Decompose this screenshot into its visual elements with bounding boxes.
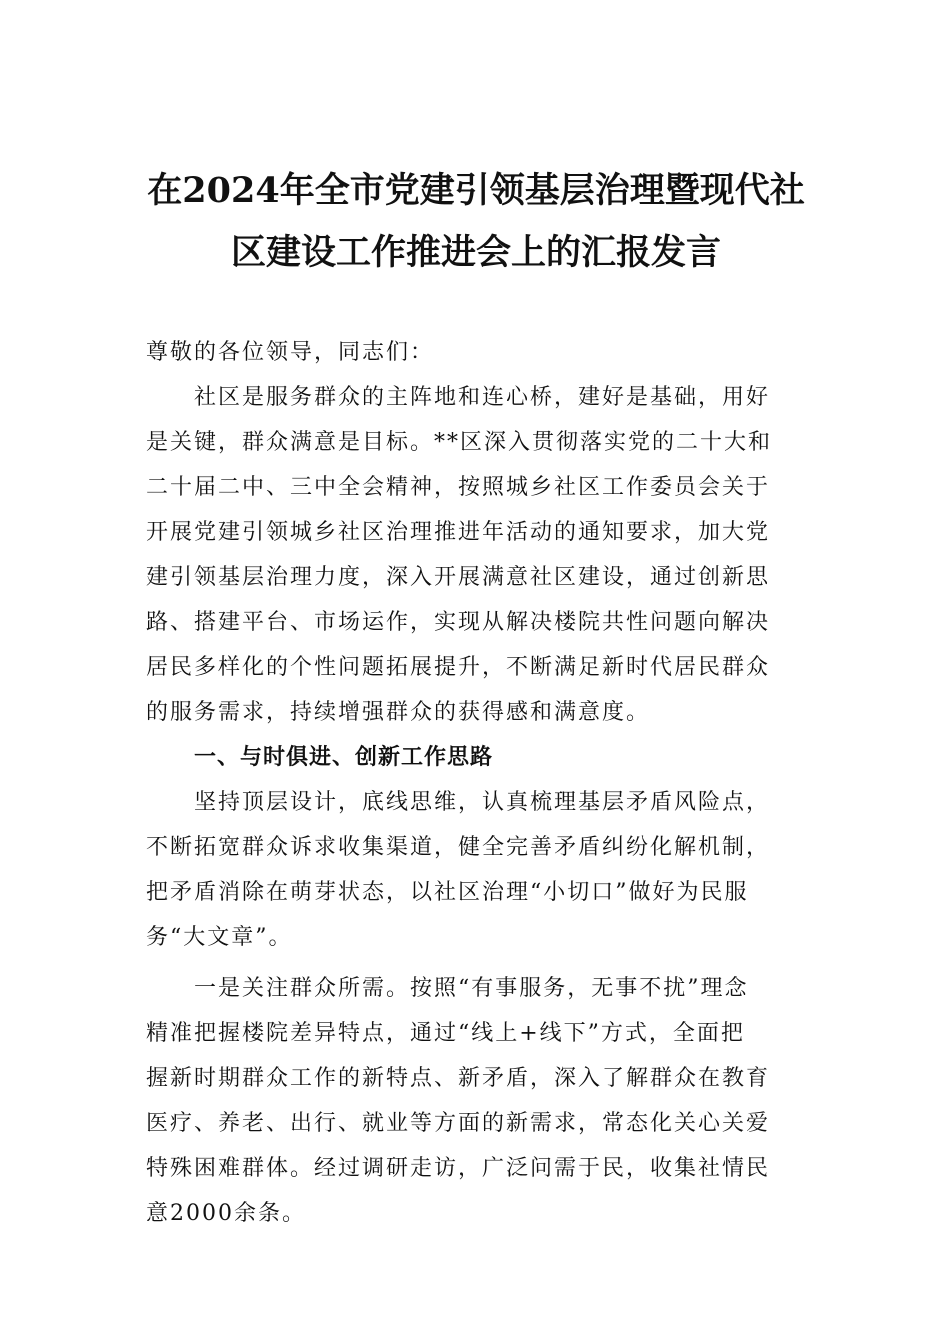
paragraph-line: 是关键，群众满意是目标。**区深入贯彻落实党的二十大和 xyxy=(146,430,773,455)
paragraph-line: 坚持顶层设计，底线思维，认真梳理基层矛盾风险点， xyxy=(194,790,771,815)
paragraph-line: 的服务需求，持续增强群众的获得感和满意度。 xyxy=(146,700,651,725)
paragraph-line: 不断拓宽群众诉求收集渠道，健全完善矛盾纠纷化解机制， xyxy=(146,835,771,860)
paragraph-line: 意2000余条。 xyxy=(146,1201,306,1226)
paragraph-line: 路、搭建平台、市场运作，实现从解决楼院共性问题向解决 xyxy=(146,610,771,635)
paragraph-line: 一是关注群众所需。按照“有事服务，无事不扰”理念 xyxy=(194,976,749,1001)
paragraph-line: 居民多样化的个性问题拓展提升，不断满足新时代居民群众 xyxy=(146,655,771,680)
paragraph-line: 务“大文章”。 xyxy=(146,925,293,950)
paragraph-line: 把矛盾消除在萌芽状态，以社区治理“小切口”做好为民服 xyxy=(146,880,749,905)
title-line: 在2024年全市党建引领基层治理暨现代社 xyxy=(147,170,805,211)
document-body xyxy=(146,330,806,1236)
section-heading: 一、与时俱进、创新工作思路 xyxy=(194,745,494,770)
salutation: 尊敬的各位领导，同志们： xyxy=(146,340,435,365)
paragraph-line: 开展党建引领城乡社区治理推进年活动的通知要求，加大党 xyxy=(146,520,771,545)
paragraph-line: 二十届二中、三中全会精神，按照城乡社区工作委员会关于 xyxy=(146,475,771,500)
paragraph-line: 建引领基层治理力度，深入开展满意社区建设，通过创新思 xyxy=(146,565,771,590)
paragraph-line: 特殊困难群体。经过调研走访，广泛问需于民，收集社情民 xyxy=(146,1156,771,1181)
paragraph-line: 握新时期群众工作的新特点、新矛盾，深入了解群众在教育 xyxy=(146,1066,771,1091)
paragraph-line: 医疗、养老、出行、就业等方面的新需求，常态化关心关爱 xyxy=(146,1111,771,1136)
paragraph-line: 社区是服务群众的主阵地和连心桥，建好是基础，用好 xyxy=(194,385,771,410)
title-line: 区建设工作推进会上的汇报发言 xyxy=(230,232,721,273)
document-title xyxy=(146,160,806,284)
paragraph-line: 精准把握楼院差异特点，通过“线上+线下”方式，全面把 xyxy=(146,1021,745,1046)
